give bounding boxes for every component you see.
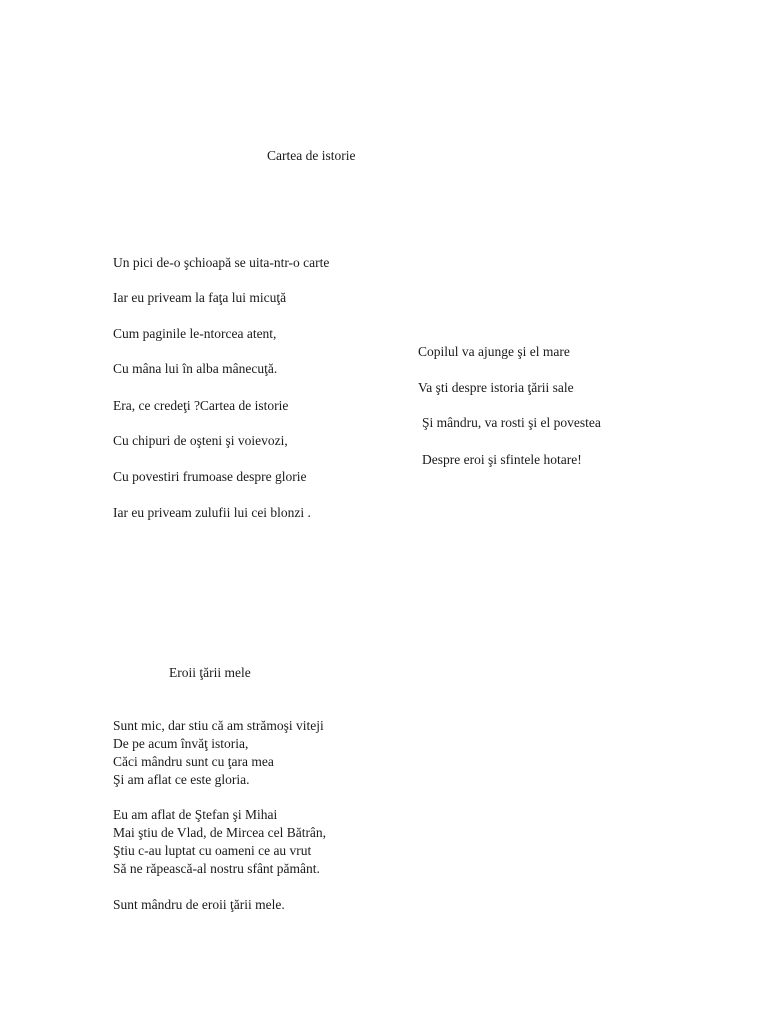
poem1-left-line: Iar eu priveam la faţa lui micuţă [113, 290, 287, 305]
poem2-closing-line: Sunt mândru de eroii ţării mele. [113, 897, 285, 912]
poem1-right-line: Şi mândru, va rosti şi el povestea [422, 415, 601, 430]
poem1-right-line: Copilul va ajunge şi el mare [418, 344, 570, 359]
poem2-line: De pe acum învăţ istoria, [113, 736, 249, 751]
poem2-line: Ştiu c-au luptat cu oameni ce au vrut [113, 843, 312, 858]
poem1-left-line: Cum paginile le-ntorcea atent, [113, 326, 277, 341]
poem1-left-line: Un pici de-o şchioapă se uita-ntr-o carte [113, 255, 330, 270]
poem2-line: Să ne răpească-al nostru sfânt pământ. [113, 861, 320, 876]
poem2-line: Şi am aflat ce este gloria. [113, 772, 250, 787]
poem1-left-line: Era, ce credeţi ?Cartea de istorie [113, 398, 289, 413]
poem1-left-line: Cu mâna lui în alba mânecuţă. [113, 361, 278, 376]
poem2-line: Sunt mic, dar stiu că am strămoşi viteji [113, 718, 324, 733]
poem1-right-line: Va şti despre istoria ţării sale [418, 380, 574, 395]
poem2-line: Eu am aflat de Ştefan şi Mihai [113, 807, 278, 822]
poem1-left-line: Cu chipuri de oşteni şi voievozi, [113, 433, 288, 448]
poem1-left-line: Iar eu priveam zulufii lui cei blonzi . [113, 505, 311, 520]
poem1-left-line: Cu povestiri frumoase despre glorie [113, 469, 307, 484]
poem2-title: Eroii ţării mele [169, 665, 251, 680]
poem1-title: Cartea de istorie [267, 148, 356, 163]
poem1-right-line: Despre eroi şi sfintele hotare! [422, 452, 582, 467]
poem2-line: Căci mândru sunt cu ţara mea [113, 754, 274, 769]
poem2-line: Mai ştiu de Vlad, de Mircea cel Bătrân, [113, 825, 327, 840]
